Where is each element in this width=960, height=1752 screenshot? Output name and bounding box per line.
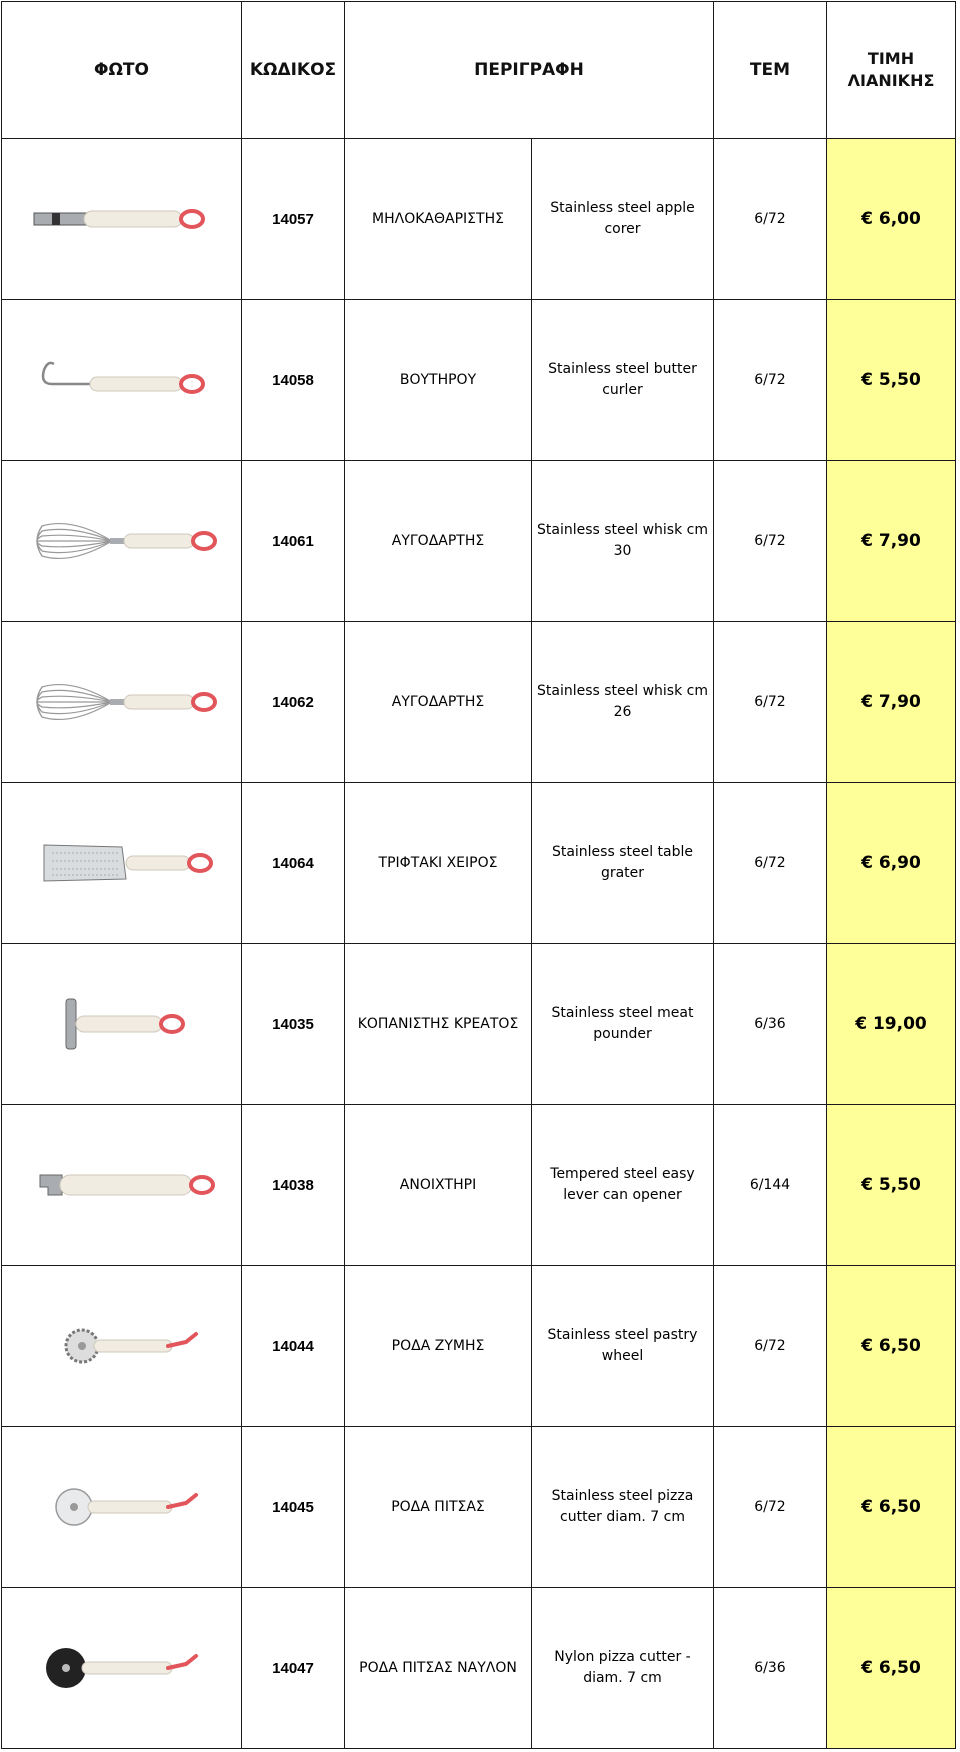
english-description-cell: Stainless steel table grater	[532, 783, 714, 944]
price-cell: € 6,50	[827, 1588, 956, 1749]
price-cell: € 7,90	[827, 622, 956, 783]
photo-cell	[2, 461, 242, 622]
nylon-pizza-cutter-icon	[22, 1588, 222, 1748]
code-cell: 14047	[242, 1588, 345, 1749]
price-header-line2: ΛΙΑΝΙΚΗΣ	[847, 71, 935, 90]
price-cell: € 7,90	[827, 461, 956, 622]
table-row	[2, 1105, 956, 1266]
photo-cell	[2, 139, 242, 300]
code-cell: 14057	[242, 139, 345, 300]
photo-cell	[2, 944, 242, 1105]
table-row	[2, 1266, 956, 1427]
qty-cell: 6/72	[714, 300, 827, 461]
can-opener-icon	[22, 1105, 222, 1265]
qty-cell: 6/72	[714, 139, 827, 300]
price-header	[827, 2, 956, 139]
greek-description-cell: ΡΟΔΑ ΠΙΤΣΑΣ ΝΑΥΛΟΝ	[345, 1588, 532, 1749]
qty-header: ΤΕΜ	[714, 2, 827, 139]
photo-cell	[2, 1427, 242, 1588]
butter-curler-icon	[22, 300, 222, 460]
qty-cell: 6/36	[714, 1588, 827, 1749]
code-header: ΚΩΔΙΚΟΣ	[242, 2, 345, 139]
price-cell: € 5,50	[827, 1105, 956, 1266]
code-cell: 14064	[242, 783, 345, 944]
code-cell: 14061	[242, 461, 345, 622]
greek-description-cell: ΡΟΔΑ ΖΥΜΗΣ	[345, 1266, 532, 1427]
apple-corer-icon	[22, 139, 222, 299]
english-description-cell: Stainless steel butter curler	[532, 300, 714, 461]
price-cell: € 6,50	[827, 1427, 956, 1588]
english-description-cell: Tempered steel easy lever can opener	[532, 1105, 714, 1266]
english-description-cell: Stainless steel whisk cm 26	[532, 622, 714, 783]
code-cell: 14038	[242, 1105, 345, 1266]
code-cell: 14062	[242, 622, 345, 783]
qty-cell: 6/72	[714, 1427, 827, 1588]
price-list-table	[1, 1, 956, 1749]
photo-cell	[2, 783, 242, 944]
price-cell: € 5,50	[827, 300, 956, 461]
table-row	[2, 1427, 956, 1588]
english-description-cell: Stainless steel pizza cutter diam. 7 cm	[532, 1427, 714, 1588]
greek-description-cell: ΑΥΓΟΔΑΡΤΗΣ	[345, 461, 532, 622]
qty-cell: 6/72	[714, 1266, 827, 1427]
pastry-wheel-icon	[22, 1266, 222, 1426]
qty-cell: 6/36	[714, 944, 827, 1105]
qty-cell: 6/144	[714, 1105, 827, 1266]
english-description-cell: Stainless steel apple corer	[532, 139, 714, 300]
code-cell: 14044	[242, 1266, 345, 1427]
greek-description-cell: ΑΝΟΙΧΤΗΡΙ	[345, 1105, 532, 1266]
photo-cell	[2, 300, 242, 461]
price-cell: € 19,00	[827, 944, 956, 1105]
greek-description-cell: ΤΡΙΦΤΑΚΙ ΧΕΙΡΟΣ	[345, 783, 532, 944]
price-header-line1: ΤΙΜΗ	[867, 49, 915, 68]
qty-cell: 6/72	[714, 461, 827, 622]
greek-description-cell: ΜΗΛΟΚΑΘΑΡΙΣΤΗΣ	[345, 139, 532, 300]
english-description-cell: Stainless steel pastry wheel	[532, 1266, 714, 1427]
grater-icon	[22, 783, 222, 943]
table-row	[2, 944, 956, 1105]
photo-cell	[2, 1588, 242, 1749]
price-cell: € 6,90	[827, 783, 956, 944]
greek-description-cell: ΚΟΠΑΝΙΣΤΗΣ ΚΡΕΑΤΟΣ	[345, 944, 532, 1105]
table-row	[2, 139, 956, 300]
photo-cell	[2, 1266, 242, 1427]
photo-header: ΦΩΤΟ	[2, 2, 242, 139]
whisk-icon	[22, 461, 222, 621]
pizza-cutter-icon	[22, 1427, 222, 1587]
photo-cell	[2, 622, 242, 783]
english-description-cell: Stainless steel meat pounder	[532, 944, 714, 1105]
code-cell: 14045	[242, 1427, 345, 1588]
english-description-cell: Nylon pizza cutter - diam. 7 cm	[532, 1588, 714, 1749]
header-row	[2, 2, 956, 139]
table-row	[2, 1588, 956, 1749]
meat-pounder-icon	[22, 944, 222, 1104]
price-cell: € 6,00	[827, 139, 956, 300]
whisk-icon	[22, 622, 222, 782]
greek-description-cell: ΡΟΔΑ ΠΙΤΣΑΣ	[345, 1427, 532, 1588]
photo-cell	[2, 1105, 242, 1266]
code-cell: 14035	[242, 944, 345, 1105]
qty-cell: 6/72	[714, 622, 827, 783]
greek-description-cell: ΒΟΥΤΗΡΟΥ	[345, 300, 532, 461]
table-row	[2, 783, 956, 944]
greek-description-cell: ΑΥΓΟΔΑΡΤΗΣ	[345, 622, 532, 783]
english-description-cell: Stainless steel whisk cm 30	[532, 461, 714, 622]
qty-cell: 6/72	[714, 783, 827, 944]
description-header: ΠΕΡΙΓΡΑΦΗ	[345, 2, 714, 139]
table-row	[2, 461, 956, 622]
code-cell: 14058	[242, 300, 345, 461]
price-cell: € 6,50	[827, 1266, 956, 1427]
table-row	[2, 300, 956, 461]
table-row	[2, 622, 956, 783]
